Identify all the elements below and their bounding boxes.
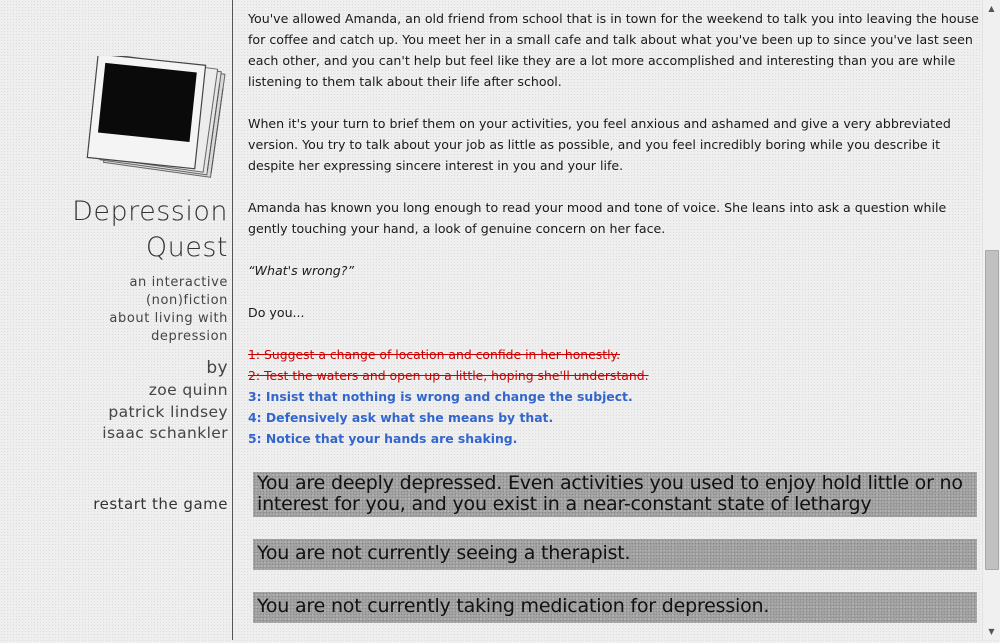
restart-link[interactable]: restart the game xyxy=(93,495,228,513)
choice-disabled: 2: Test the waters and open up a little, hoping she'll understand. xyxy=(248,368,649,383)
story-paragraph: When it's your turn to brief them on your activities, you feel anxious and ashamed and give a very abbreviated version. You try to talk about your job as little as possible, and you feel incredibly boring while you describe it despite her expressing sincere interest in you and your life. xyxy=(248,116,951,173)
scrollbar-thumb[interactable] xyxy=(985,250,999,570)
game-title-line2: Quest xyxy=(145,232,228,263)
subtitle-line: about living with xyxy=(109,311,228,326)
choice-disabled: 1: Suggest a change of location and confide in her honestly. xyxy=(248,347,621,362)
game-title-line1: Depression xyxy=(72,196,228,227)
author-name: zoe quinn xyxy=(148,381,228,399)
author-name: isaac schankler xyxy=(102,424,228,442)
status-medication: You are not currently taking medication for depression. xyxy=(253,592,977,623)
author-name: patrick lindsey xyxy=(108,402,228,421)
dialogue-quote: “What's wrong?” xyxy=(248,263,355,278)
choice-list xyxy=(248,344,982,449)
scroll-up-arrow-icon[interactable]: ▲ xyxy=(988,4,995,13)
game-subtitle xyxy=(68,274,228,346)
scroll-down-arrow-icon[interactable]: ▼ xyxy=(988,627,995,636)
choice-link[interactable]: 5: Notice that your hands are shaking. xyxy=(248,431,518,446)
choice-link[interactable]: 3: Insist that nothing is wrong and change the subject. xyxy=(248,389,633,404)
credits xyxy=(28,356,228,445)
status-therapy: You are not currently seeing a therapist. xyxy=(253,539,977,570)
status-depression: You are deeply depressed. Even activities you used to enjoy hold little or no interest for you, and you exist in a near-constant state of lethargy xyxy=(253,472,977,517)
subtitle-line: an interactive xyxy=(129,275,228,290)
choice-prompt: Do you... xyxy=(248,305,305,320)
story-passage xyxy=(248,8,982,643)
scrollbar[interactable] xyxy=(982,0,1000,640)
polaroid-stack-icon xyxy=(82,56,228,184)
choice-link[interactable]: 4: Defensively ask what she means by that. xyxy=(248,410,554,425)
story-paragraph: You've allowed Amanda, an old friend from school that is in town for the weekend to talk you into leaving the house for coffee and catch up. You meet her in a small cafe and talk about what you've been up to since you've last seen each other, and you can't help but feel like they are a lot more accomplished and interesting than you are while listening to them talk about their life after school. xyxy=(248,11,979,89)
story-paragraph: Amanda has known you long enough to read your mood and tone of voice. She leans into ask a question while gently touching your hand, a look of genuine concern on her face. xyxy=(248,200,947,236)
subtitle-line: (non)fiction xyxy=(145,293,228,308)
sidebar xyxy=(0,0,233,640)
game-title xyxy=(8,194,228,266)
subtitle-line: depression xyxy=(151,329,228,344)
credits-by: by xyxy=(206,358,228,378)
